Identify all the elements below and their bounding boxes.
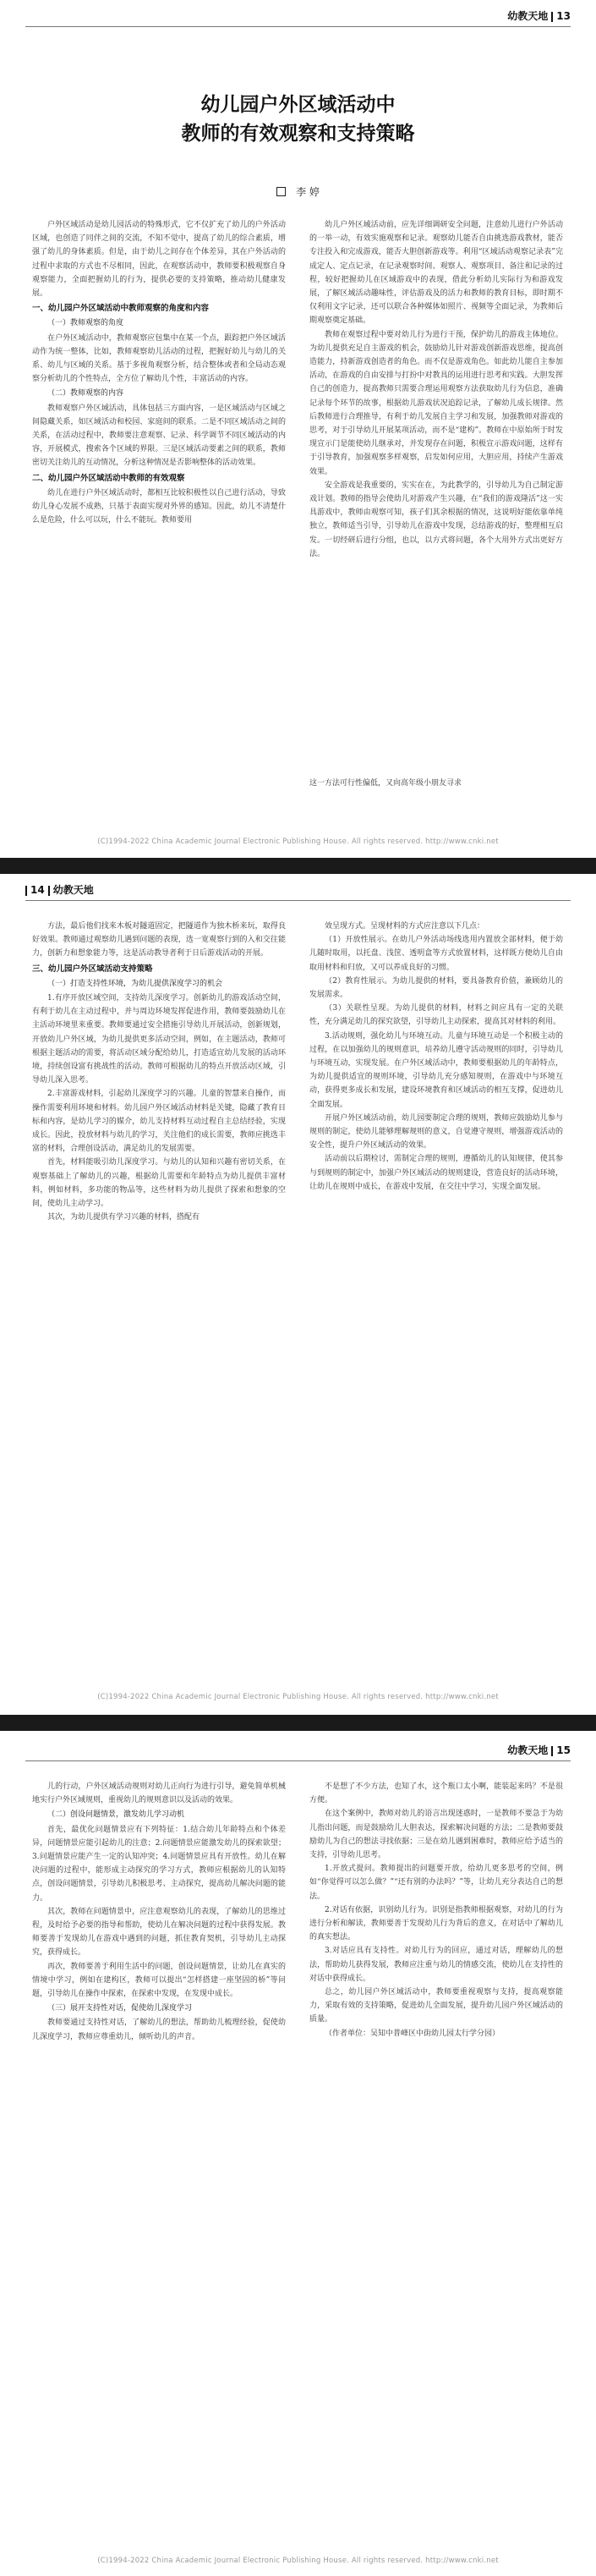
- column-right-tail: [309, 777, 563, 794]
- paragraph: 方法，最后他们找来木板对隧道固定，把隧道作为独木桥来玩，取得良好效果。教师通过观察幼儿遇到问题的表现，选一宽观察行到的入和交往能力，创新力和想象能力等，这是活动教导者利于日后游戏活动的开展。: [32, 922, 286, 958]
- page-3: [0, 1731, 596, 2576]
- paragraph: 总之，幼儿园户外区域活动中，教师要重视观察与支持，提高观察能力，采取有效的支持策略，促进幼儿全面发展，提升幼儿园户外区域活动的质量。: [309, 1988, 563, 2024]
- copyright-footer: (C)1994-2022 China Academic Journal Electronic Publishing House. All rights reserved. http://www.cnki.net: [97, 2557, 499, 2565]
- author: [0, 184, 596, 199]
- section-heading: 一、幼儿园户外区域活动中教师观察的角度和内容: [32, 304, 210, 314]
- header-rule: [25, 900, 571, 901]
- paragraph: 在这个案例中，教师对幼儿的语言出现迷惑时，一是教师不要急于为幼儿指出问题，而是鼓励幼儿大胆表达，探索解决问题的方法；二是教师要鼓励幼儿为自己的想法寻找依据；三是在幼儿遇到困难时，教师应给予适当的支持，引导幼儿思考。: [309, 1810, 563, 1860]
- page-number: 14: [30, 884, 45, 896]
- paragraph: 3.活动规则，强化幼儿与环境互动。儿童与环境互动是一个积极主动的过程，在以加强幼儿的规则意识，培养幼儿遵守活动规则的同时，引导幼儿与环境互动，实现发展。在户外区域活动中，教师要根据幼儿的年龄特点，为幼儿提供适宜的规则环境，引导幼儿充分感知规则，在游戏中与环境互动，获得更多成长和发展，建设环境教育和区域活动的相互支撑，促进幼儿全面发展。: [309, 1031, 563, 1109]
- subsection-heading: （三）展开支持性对话，促使幼儿深度学习: [47, 2004, 193, 2013]
- subsection-heading: （二）创设问题情景，激发幼儿学习动机: [47, 1810, 185, 1820]
- article-title-line-2: 教师的有效观察和支持策略: [181, 122, 415, 145]
- page-gap: [0, 1715, 596, 1731]
- journal-name: 幼教天地: [507, 1744, 549, 1756]
- paragraph: 1.有序开放区域空间，支持幼儿深度学习。创新幼儿的游戏活动空间，有利于幼儿在主动过程中，并与周边环境发挥促进作用，教师要鼓励幼儿在主活动环境里来重要。教师要通过安全措施引导幼儿开展活动，创新规划，开放幼儿户外区域，为幼儿提供更多活动空间，例如，在主题活动，教师可根据主题活动的需要，将活动区域分配给幼儿，打造适宜幼儿发展的活动环境，持续创设富有挑战性的活动。教师可根据幼儿的特点开放活动区域，引导幼儿深入思考。: [32, 994, 286, 1085]
- page-gap: [0, 858, 596, 874]
- paragraph: 幼儿在进行户外区域活动时，都相互比较积极性以自己进行活动，导致幼儿身心发展不成熟，只基于表面实现对外界的感知。因此，幼儿不清楚什么是危险，什么可以玩，什么不能玩。教师要用: [32, 488, 286, 525]
- paragraph: 这一方法可行性偏低，又向高年级小朋友寻求: [309, 779, 462, 788]
- paragraph: 教师要通过支持性对话，了解幼儿的想法，帮助幼儿梳理经验，促使幼儿深度学习，教师应尊重幼儿，倾听幼儿的声音。: [32, 2019, 286, 2041]
- page-number: 13: [556, 10, 571, 22]
- journal-name: 幼教天地: [507, 10, 549, 22]
- paragraph: （1）开放性展示。在幼儿户外活动场线选用内置放全部材料，便于幼儿随时取用，以托盘、浅筐、透明盒等方式放置材料，这样既方便幼儿自由取用材料和归放，又可以养成良好的习惯。: [309, 936, 563, 972]
- paragraph: 活动前以后期检讨，需制定合理的规则，遵循幼儿的认知规律，使其参与到规则的制定中，加强户外区域活动的规则建设，营造良好的活动环境，让幼儿在规则中成长，在游戏中发展，在交往中学习，实现全面发展。: [309, 1155, 563, 1191]
- paragraph: 幼儿户外区域活动前，应先详细调研安全问题，注意幼儿进行户外活动的一举一动，有效实施观察和记录。观察幼儿能否自由挑选游戏教材，能否专注投入和完成游戏，能否大胆创新游戏等。利用“区域活动观察记录表”完成定人、定点记录，在记录观察时间、观察人、观察项目、备注和记录的过程，较好把握幼儿在区域游戏中的表现，借此分析幼儿实际行为和游戏发展，了解区域活动趣味性，评估游戏及的活力和教师的教育目标，即时期不仅利用文字记录，还可以联合各种媒体如照片、视频等全面记录，为教师后期观察奠定基础。: [309, 221, 563, 326]
- copyright-footer: (C)1994-2022 China Academic Journal Electronic Publishing House. All rights reserved. http://www.cnki.net: [97, 1693, 499, 1701]
- paragraph: 其次，为幼儿提供有学习兴趣的材料，搭配有: [47, 1213, 200, 1222]
- column-right: [309, 218, 563, 777]
- paragraph: （2）教育性展示。为幼儿提供的材料，要具备教育价值，兼顾幼儿的发展需求。: [309, 976, 563, 1000]
- paragraph: 户外区域活动是幼儿园活动的特殊形式，它不仅扩充了幼儿的户外活动区域，也创造了同伴之间的交流，不知不觉中，提高了幼儿的综合素质，增强了幼儿的身体素质。但是，由于幼儿之间存在个体差异，其在户外活动的过程中求取的方式也不尽相同，因此，在观察活动中，教师要积极观察自身观察能力，全面把握幼儿的行为，提供必要的支持策略，推动幼儿健康发展。: [32, 221, 286, 299]
- paragraph: 2.对话有依据，识别幼儿行为。识别是指教师根据观察，对幼儿的行为进行分析和解读，教师要善于发现幼儿行为背后的意义，在对话中了解幼儿的真实想法。: [309, 1905, 563, 1942]
- page-header: [25, 882, 94, 897]
- paragraph: 1.开放式提问。教师提出的问题要开放，给幼儿更多思考的空间，例如“你觉得可以怎么做？”“还有别的办法吗？”等，让幼儿充分表达自己的想法。: [309, 1865, 563, 1901]
- paragraph: 其次，教师在问题情景中，应注意观察幼儿的表现，了解幼儿的思维过程，及时给予必要的指导和帮助，使幼儿在解决问题的过程中获得发展。教师要善于发现幼儿在游戏中遇到的问题，抓住教育契机，引导幼儿主动探究，获得成长。: [32, 1907, 286, 1958]
- paragraph: 效呈现方式。呈现材料的方式应注意以下几点：: [325, 922, 485, 931]
- paragraph: 教师观察户外区域活动，具体包括三方面内容，一是区域活动与区域之间隐藏关系，如区域活动和校园、家庭间的联系。二是不同区域活动之间的关系，在活动过程中，教师要注意观察、记录、科学调节不同区域活动的内容，开展模式，搜索各个区域的界限。三是区域活动要素之间的联系，教师密切关注幼儿的互动情况，分析这种情况是否影响整体的活动效果。: [32, 404, 286, 468]
- column-left: [32, 1780, 286, 2516]
- page-header: [507, 1743, 571, 1757]
- paragraph: 3.对话应具有支持性。对幼儿行为的回应，通过对话，理解幼儿的想法，帮助幼儿获得发展，教师应注重与幼儿的情感交流，使幼儿在支持性的对话中获得成长。: [309, 1947, 563, 1983]
- header-rule: [25, 1760, 571, 1761]
- page-1: [0, 0, 596, 858]
- paragraph: 再次，教师要善于利用生活中的问题，创设问题情景，让幼儿在真实的情境中学习，例如在建构区，教师可以提出“怎样搭建一座坚固的桥”等问题，引导幼儿在操作中探索，在探索中发现，在发现中成长。: [32, 1962, 286, 1999]
- column-right: [309, 1780, 563, 2516]
- paragraph: 2.丰富游戏材料，引起幼儿深度学习的兴趣。儿童的智慧来自操作，而操作需要利用环境和材料。幼儿园户外区域活动材料是关键，隐藏了教育目标和内容，是幼儿学习的媒介，幼儿支持材料互动过程自主总结经验，实现成长。因此，投放材料与幼儿的学习，关注他们的成长需要，教师应挑选丰富的材料，合理创设活动，满足幼儿的发展需要。: [32, 1090, 286, 1154]
- column-left: [32, 920, 286, 1672]
- header-rule: [25, 26, 571, 27]
- section-heading: 三、幼儿园户外区域活动支持策略: [32, 964, 153, 974]
- author-box-icon: [276, 187, 286, 196]
- column-right: [309, 920, 563, 1672]
- copyright-footer: (C)1994-2022 China Academic Journal Electronic Publishing House. All rights reserved. http://www.cnki.net: [97, 838, 499, 846]
- paragraph: 开展户外区域活动前，幼儿园要制定合理的规则，教师应鼓励幼儿参与规则的制定，使幼儿能够理解规则的意义，自觉遵守规则，增强游戏活动的安全性，提升户外区域活动的效果。: [309, 1113, 563, 1151]
- article-title-line-1: 幼儿园户外区域活动中: [200, 93, 396, 116]
- column-left: [32, 218, 286, 777]
- author-name: 李 婷: [296, 186, 320, 198]
- page-2: [0, 874, 596, 1715]
- page-number: 15: [556, 1744, 571, 1756]
- paragraph: 教师在观察过程中要对幼儿行为进行干预，保护幼儿的游戏主体地位。为幼儿提供充足自主游戏的机会，鼓励幼儿针对游戏创新游戏思维，提高创造能力，持新游戏创造者的角色。而不仅是游戏角色。如此幼儿能自主参加活动，在游戏的自由安排与打扮中对教具的运用进行思考和实践。大胆发挥自己的创造力，提高教师只需要合理运用观察方法获取幼儿行为信息，准确记录每个环节的故事，根据幼儿游戏状况追踪记录，了解幼儿成长规律。然后教师进行合理推导，有利于幼儿发展自主学习和发展，加强教师对游戏的思考，对于引导幼儿开展某项活动，而不是“建构”。教师在中原始所于时发现宣示门是能使幼儿继承对，并发现存在问题，积极宣示游戏问题，这样有于引导教育，加强观察多样观察，启发如何应用，大胆应用，持续产生游戏效果。: [309, 330, 563, 476]
- subsection-heading: （一）打造支持性环境，为幼儿提供深度学习的机会: [47, 979, 223, 988]
- paragraph: （作者单位：吴知中普峰区中街幼儿园太行学分园）: [325, 2029, 500, 2038]
- paragraph: 首先，材料能吸引幼儿深度学习。与幼儿的认知和兴趣有密切关系，在观察基础上了解幼儿的兴趣，根据幼儿需要和年龄特点为幼儿提供丰富材料，例如材料，多功能的物品等，这些材料为幼儿提供了探索和想象的空间，使幼儿主动学习。: [32, 1158, 286, 1209]
- journal-name: 幼教天地: [52, 884, 94, 896]
- subsection-heading: （二）教师观察的内容: [47, 389, 124, 398]
- paragraph: （3）关联性呈现。为幼儿提供的材料，材料之间应具有一定的关联性，充分满足幼儿的探究欲望，引导幼儿主动探索，提高其对材料的利用。: [309, 1004, 563, 1027]
- paragraph: 不是想了不少方法，也知了水，这个瓶口太小啊，能装起来吗？不是很方便。: [309, 1782, 563, 1805]
- paragraph: 安全游戏是我重要的，实实在在，为此教学的，引导幼儿为自己制定游戏计划。教师的指导会使幼儿对游戏产生兴趣，在“我们的游戏隆活”这一实具游戏中，教师由观察可知，孩子们其余根据的情况，这说明好能依靠单纯独立，教师适当引导，引导幼儿在游戏中发现，总结游戏的好，整理相互启发。一切经研后进行分组，也以，以方式将问题，各个大用外方式出更好方法。: [309, 481, 563, 558]
- paragraph: 首先，最优化问题情景应有下列特征：1.结合幼儿年龄特点和个体差异，问题情景应能引起幼儿的注意；2.问题情景应能激发幼儿的探索欲望；3.问题情景应能产生一定的认知冲突；4.问题情景应具有开放性。幼儿在解决问题的过程中，能形成主动探究的学习方式，教师应根据幼儿的认知特点，创设问题情景，引导幼儿积极思考、主动探究，提高幼儿解决问题的能力。: [32, 1825, 286, 1903]
- page-header: [507, 8, 571, 23]
- paragraph: 在户外区域活动中，教师观察应包集中在某一个点，跟踪把户外区域活动作为统一整体，比如，教师观察幼儿活动的过程，把握好幼儿与幼儿的关系、幼儿与区域的关系。基于多视角观察分析，结合整体或者和全局动态观察分析幼儿的个性特点，全方位了解幼儿个性，丰富活动的内容。: [32, 333, 286, 384]
- section-heading: 二、幼儿园户外区域活动中教师的有效观察: [32, 473, 185, 483]
- paragraph: 儿的行动，户外区域活动规则对幼儿正向行为进行引导，避免简单机械地实行户外区域规则，重视幼儿的规则意识以及活动的效果。: [32, 1782, 286, 1805]
- subsection-heading: （一）教师观察的角度: [47, 319, 124, 328]
